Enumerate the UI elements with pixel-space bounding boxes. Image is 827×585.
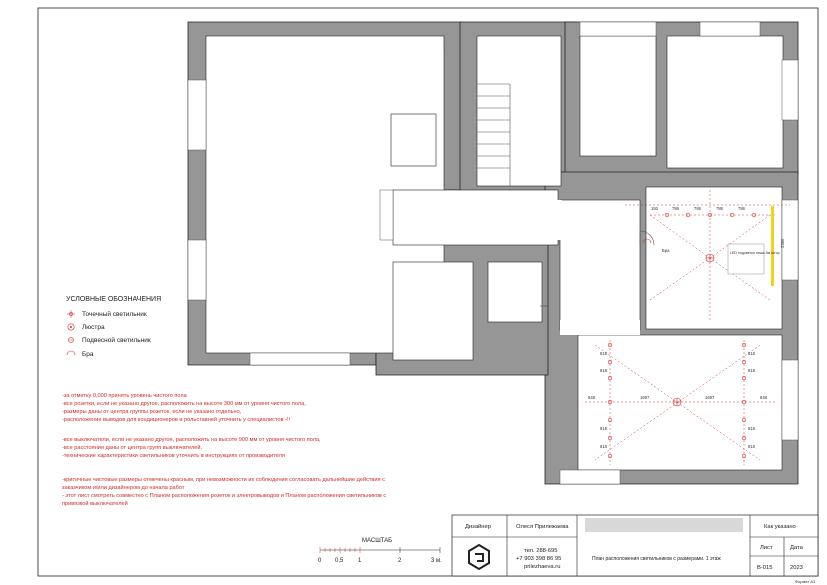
svg-text:1697: 1697 [705,395,715,400]
legend-item-chandelier [68,324,105,331]
svg-text:818: 818 [748,368,755,373]
scale-tick: 0,5 [335,558,344,564]
redacted-project-name [585,518,743,532]
room-stair [477,36,561,186]
notes [62,393,386,507]
tb-sheet-no: В-015 [757,565,773,571]
scale-bar [318,538,442,564]
svg-text:818: 818 [600,444,607,449]
note-line: - этот лист смотреть совместно с Планом расположения розеток и электровыводов и Планом расположения светильников с [62,493,387,499]
legend [66,296,161,358]
svg-text:1697: 1697 [640,395,650,400]
room-top-right-a [580,36,656,156]
scale-title: МАСШТАБ [362,538,393,544]
legend-label: Бра [82,351,94,358]
title-block [452,515,818,576]
legend-item-spot [67,310,147,318]
tb-phone-2: +7 903 398 86 95 [516,556,562,562]
note-line: -размеры даны от центра группы розеток, если не указано отдельно, [62,409,242,415]
room-top-right-b [667,36,783,168]
note-line: -за отметку 0,000 принять уровень чистого пола [62,393,187,399]
tb-designer-name: Олеся Прилежаева [516,524,569,530]
svg-text:818: 818 [748,444,755,449]
note-line: -все розетки, если не указано другое, расположить на высоте 300 мм от уровня чистого пола, [62,401,306,407]
note-line: -технические характеристики светильников уточнить в инструкциях от производителя [62,453,285,459]
scale-tick: 2 [398,558,402,564]
legend-label: Подвесной светильник [82,337,151,344]
chandelier-bedroom [706,254,714,262]
svg-text:193: 193 [651,206,658,211]
svg-text:848: 848 [760,395,767,400]
svg-text:818: 818 [600,351,607,356]
led-strip [771,206,774,286]
paper-format: Формат А3 [795,579,816,584]
svg-text:818: 818 [600,426,607,431]
tb-year: 2023 [790,565,803,571]
tb-website: prilezhaeva.ru [524,564,561,570]
svg-text:818: 818 [600,368,607,373]
floor-plan [188,22,798,484]
room-corridor [560,200,640,330]
legend-item-sconce [67,351,94,358]
svg-text:786: 786 [716,206,723,211]
tb-sheet-hdr: Лист [760,545,773,551]
legend-title: УСЛОВНЫЕ ОБОЗНАЧЕНИЯ [66,296,162,303]
tb-role: Дизайнер [465,524,491,530]
legend-label: Точечный светильник [82,311,147,318]
room-small-niche [391,114,436,166]
room-mid-a [393,262,473,360]
legend-item-pendant [68,336,150,344]
svg-text:786: 786 [694,206,701,211]
svg-text:786: 786 [738,206,745,211]
svg-text:Бра: Бра [662,248,670,253]
legend-label: Люстра [82,324,105,331]
scale-tick: 0 [318,558,322,564]
note-line: -расположение выводов для кондиционеров и рольставней уточнить у специалистов -!! [62,417,291,423]
tb-date-hdr: Дата [790,545,803,551]
led-note-text: LED подсветка ниша 5м штор [730,251,780,255]
note-line: -все выключатели, если не указано другое, расположить на высоте 900 мм от уровня чистого пола, [62,437,321,443]
svg-text:786: 786 [672,206,679,211]
svg-text:848: 848 [588,395,595,400]
tb-sheet-title: План расположения светильников с размерами. 1 этаж [592,556,721,562]
scale-tick: 3 м. [431,558,442,564]
note-line: заказчиком и/или дизайнером до начала работ [62,485,185,491]
svg-text:818: 818 [748,426,755,431]
scale-tick: 1 [358,558,362,564]
tb-scale: Как указано [764,524,796,530]
room-hall [393,190,558,245]
svg-text:2380: 2380 [780,238,785,248]
note-line: -все расстояния даны от центра групп выключателей, [62,445,203,451]
room-mid-b [488,262,542,322]
note-line: -критичные чистовые размеры отмечены красным, при невозможности их соблюдения согласовать дальнейшие действия с [62,477,385,483]
svg-text:818: 818 [748,351,755,356]
note-line: привязкой выключателей [62,501,128,507]
tb-phone-1: тел. 288-695 [524,548,558,554]
sconce-icon [67,351,75,355]
chandelier-lower [673,398,681,406]
led-note-box [728,244,764,274]
